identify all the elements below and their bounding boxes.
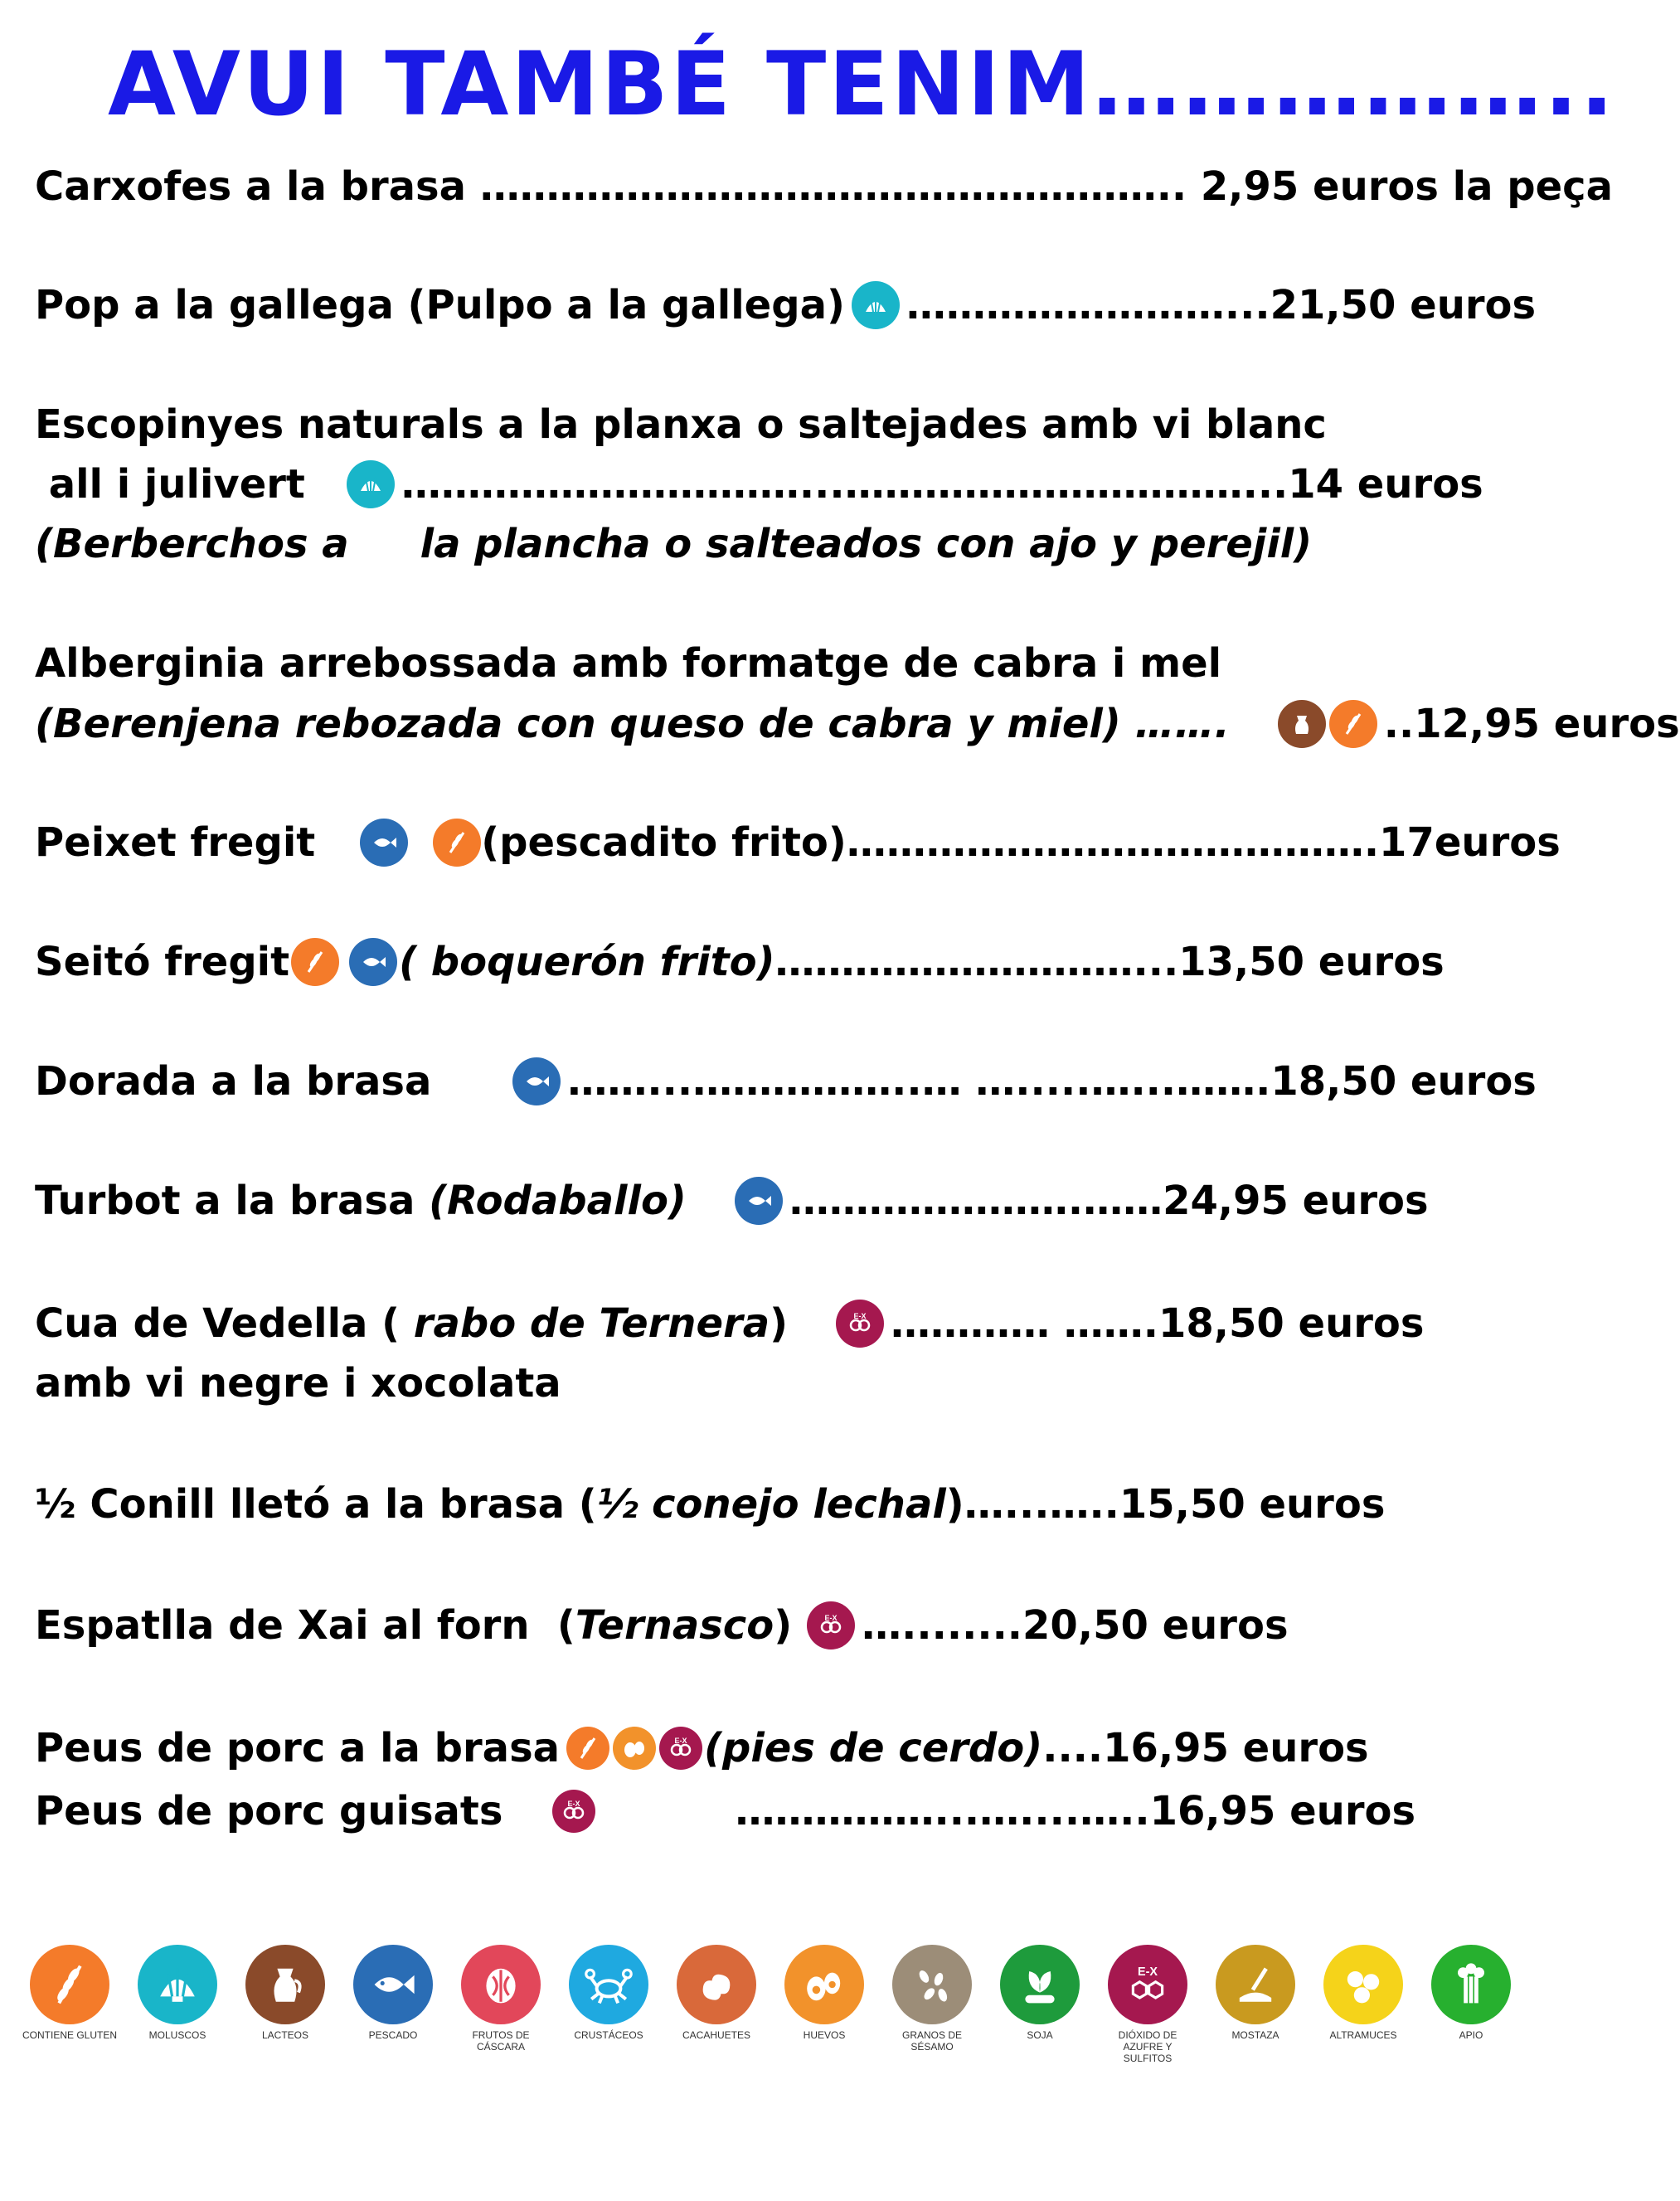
menu-item-translation: la plancha o salteados con ajo y perejil) <box>420 521 1313 567</box>
legend-label: MOLUSCOS <box>148 2029 206 2041</box>
allergen-legend <box>20 1945 1579 2094</box>
menu-item-name: Peus de porc guisats <box>35 1788 503 1834</box>
menu-item-name: ) <box>770 1300 789 1347</box>
svg-text:E-X: E-X <box>567 1800 580 1808</box>
menu-item-price: ………… …….18,50 euros <box>891 1300 1425 1347</box>
menu-item-price: …………………………...…………………………...14 euros <box>401 461 1483 508</box>
menu-item-translation: ½ conejo lechal <box>596 1481 946 1528</box>
menu-item-name: Seitó fregit <box>35 939 290 985</box>
menu-item-name: ) <box>774 1602 793 1649</box>
menu-item-peus-guisats <box>35 1786 1415 1836</box>
sulfites-badge-text: E-X <box>1138 1965 1158 1979</box>
mustard-icon <box>1216 1945 1295 2024</box>
menu-item-translation: (pies de cerdo) <box>704 1725 1043 1771</box>
menu-item-price: ………………….……24,95 euros <box>789 1178 1429 1224</box>
nut-icon <box>461 1945 541 2024</box>
menu-item-alberginia <box>35 639 1221 688</box>
pescado-icon <box>349 938 397 986</box>
moluscos-icon <box>852 281 900 329</box>
legend-soja <box>990 1945 1090 2041</box>
crab-icon <box>569 1945 648 2024</box>
shell-icon <box>138 1945 217 2024</box>
menu-item-name: Peus de porc a la brasa <box>35 1725 561 1771</box>
legend-label: SOJA <box>1027 2029 1053 2041</box>
menu-item-name: Cua de Vedella ( <box>35 1300 414 1347</box>
milk-jug-icon <box>245 1945 325 2024</box>
legend-cacahuetes <box>667 1945 766 2041</box>
menu-item-espatlla <box>35 1601 1289 1650</box>
menu-item-cua-vedella <box>35 1299 1424 1348</box>
menu-item-translation: (Berenjena rebozada con queso de cabra y miel) ……. <box>35 701 1230 747</box>
legend-sulfitos <box>1098 1945 1197 2064</box>
sesame-icon <box>892 1945 972 2024</box>
pescado-icon <box>512 1057 561 1105</box>
menu-item-price: (pescadito frito)………………………………….17euros <box>481 819 1561 866</box>
menu-item-escopinyes-translation <box>35 519 1312 569</box>
legend-label: MOSTAZA <box>1231 2029 1279 2041</box>
menu-item-name: Peixet fregit <box>35 819 316 866</box>
menu-item-price: ……...……………..… ….....…...…….18,50 euros <box>567 1058 1537 1105</box>
menu-item-price: ……………...…....…..16,95 euros <box>735 1788 1416 1834</box>
sulfitos-icon <box>659 1727 702 1770</box>
gluten-icon <box>433 819 481 867</box>
legend-crustaceos <box>559 1945 658 2041</box>
legend-label: CRUSTÁCEOS <box>574 2029 643 2041</box>
menu-item-text: Carxofes a la brasa …………………………………………….. 2,95 euros la peça <box>35 163 1613 210</box>
gluten-icon <box>291 938 339 986</box>
lacteos-icon <box>1278 700 1326 748</box>
moluscos-icon <box>347 460 395 508</box>
legend-label: FRUTOS DE CÁSCARA <box>472 2029 530 2053</box>
legend-label: APIO <box>1459 2029 1483 2041</box>
sulfitos-icon <box>836 1300 884 1348</box>
legend-sesamo <box>882 1945 982 2053</box>
legend-label: PESCADO <box>368 2029 418 2041</box>
fish-icon <box>353 1945 433 2024</box>
legend-lacteos <box>235 1945 335 2041</box>
menu-item-escopinyes-line2 <box>35 459 1483 509</box>
menu-item-alberginia-line2 <box>35 699 1680 749</box>
sulfitos-icon <box>552 1790 595 1833</box>
legend-label: DIÓXIDO DE AZUFRE Y SULFITOS <box>1118 2029 1177 2064</box>
sulfites-icon <box>1108 1945 1187 2024</box>
menu-item-pop <box>35 280 1536 330</box>
menu-item-escopinyes <box>35 400 1327 449</box>
lupin-icon <box>1323 1945 1403 2024</box>
legend-label: HUEVOS <box>803 2029 846 2041</box>
legend-apio <box>1421 1945 1521 2041</box>
menu-item-name: Turbot a la brasa <box>35 1178 430 1224</box>
menu-item-name: Espatlla de Xai al forn ( <box>35 1602 575 1649</box>
menu-item-translation: ( boquerón frito) <box>399 939 775 985</box>
legend-moluscos <box>128 1945 227 2041</box>
menu-item-translation: (Rodaballo) <box>429 1178 687 1224</box>
legend-label: CONTIENE GLUTEN <box>22 2029 117 2041</box>
menu-item-price: ……………………...21,50 euros <box>906 282 1537 328</box>
legend-label: ALTRAMUCES <box>1329 2029 1397 2041</box>
legend-gluten <box>20 1945 119 2041</box>
svg-text:E-X: E-X <box>853 1312 867 1320</box>
wheat-icon <box>30 1945 109 2024</box>
menu-item-cua-vedella-line2 <box>35 1358 561 1408</box>
soy-icon <box>1000 1945 1080 2024</box>
menu-item-translation: (Berberchos a <box>35 521 349 567</box>
menu-item-price: ....16,95 euros <box>1042 1725 1369 1771</box>
celery-icon <box>1431 1945 1511 2024</box>
menu-item-name: amb vi negre i xocolata <box>35 1360 561 1407</box>
menu-item-name: ½ Conill lletó a la brasa ( <box>35 1481 597 1528</box>
menu-item-price: ………………………...13,50 euros <box>774 939 1445 985</box>
menu-item-peus-brasa <box>35 1723 1369 1773</box>
huevos-icon <box>613 1727 656 1770</box>
legend-altramuces <box>1313 1945 1413 2041</box>
menu-item-peixet <box>35 818 1561 867</box>
legend-frutos-cascara <box>451 1945 551 2053</box>
svg-text:E-X: E-X <box>824 1614 838 1622</box>
menu-item-carxofes <box>35 162 1613 211</box>
legend-label: GRANOS DE SÉSAMO <box>901 2029 962 2053</box>
legend-label: LACTEOS <box>261 2029 308 2041</box>
legend-huevos <box>774 1945 874 2041</box>
pescado-icon <box>360 819 408 867</box>
legend-mostaza <box>1206 1945 1305 2041</box>
svg-text:E-X: E-X <box>674 1737 687 1745</box>
menu-item-name: Alberginia arrebossada amb formatge de cabra i mel <box>35 640 1222 687</box>
peanut-icon <box>677 1945 756 2024</box>
menu-item-price: ..12,95 euros <box>1383 701 1680 747</box>
legend-label: CACAHUETES <box>682 2029 750 2041</box>
menu-item-dorada <box>35 1057 1537 1106</box>
sulfitos-icon <box>807 1601 855 1650</box>
gluten-icon <box>566 1727 609 1770</box>
menu-item-name: all i julivert <box>35 461 305 508</box>
menu-item-seito <box>35 937 1445 987</box>
menu-item-turbot <box>35 1176 1429 1226</box>
page-title: AVUI TAMBÉ TENIM…………….. <box>108 33 1616 135</box>
menu-item-name: Escopinyes naturals a la planxa o saltejades amb vi blanc <box>35 401 1327 448</box>
menu-item-translation: rabo de Ternera <box>413 1300 770 1347</box>
menu-item-name: Pop a la gallega (Pulpo a la gallega) <box>35 282 845 328</box>
legend-pescado <box>343 1945 443 2041</box>
pescado-icon <box>735 1177 783 1225</box>
menu-item-price: )…...…..15,50 euros <box>945 1481 1386 1528</box>
menu-item-price: …........20,50 euros <box>862 1602 1289 1649</box>
eggs-icon <box>784 1945 864 2024</box>
menu-item-translation: Ternasco <box>575 1602 774 1649</box>
menu-item-name: Dorada a la brasa <box>35 1058 432 1105</box>
menu-item-conill <box>35 1479 1385 1529</box>
gluten-icon <box>1329 700 1377 748</box>
